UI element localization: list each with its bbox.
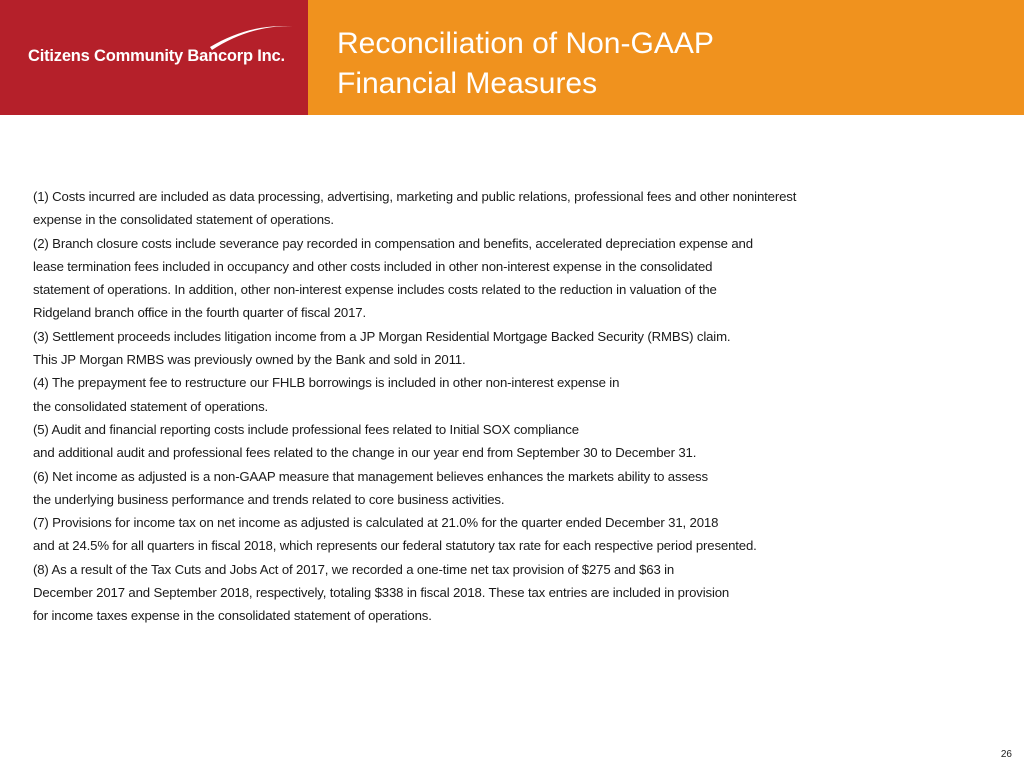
footnote-line: (4) The prepayment fee to restructure our FHLB borrowings is included in other non-interest expense in (33, 375, 620, 391)
page-title-line-2: Financial Measures (337, 67, 598, 100)
footnote-line: and at 24.5% for all quarters in fiscal 2018, which represents our federal statutory tax rate for each respective period presented. (33, 538, 757, 554)
footnote-line: expense in the consolidated statement of operations. (33, 212, 334, 228)
footnote-line: the consolidated statement of operations. (33, 398, 269, 414)
page-title-line-1: Reconciliation of Non-GAAP (337, 27, 714, 60)
footnote-line: (2) Branch closure costs include severance pay recorded in compensation and benefits, accelerated depreciation expense and (33, 235, 753, 251)
footnote-line: and additional audit and professional fees related to the change in our year end from September 30 to December 31. (33, 445, 697, 461)
page-number: 26 (1000, 749, 1012, 760)
footnote-line: the underlying business performance and trends related to core business activities. (33, 491, 505, 507)
footnotes-list (33, 185, 933, 628)
page-title (337, 24, 977, 104)
footnote-line: statement of operations. In addition, other non-interest expense includes costs related to the reduction in valuation of the (33, 282, 717, 298)
footnote-line: (6) Net income as adjusted is a non-GAAP measure that management believes enhances the markets ability to assess (33, 468, 708, 484)
company-logo: Citizens Community Bancorp Inc. (28, 47, 285, 65)
footnote-line: (3) Settlement proceeds includes litigation income from a JP Morgan Residential Mortgage Backed Security (RMBS) claim. (33, 328, 731, 344)
footnote-line: December 2017 and September 2018, respectively, totaling $338 in fiscal 2018. These tax entries are included in provision (33, 585, 730, 601)
footnote-line: (1) Costs incurred are included as data processing, advertising, marketing and public relations, professional fees and other noninterest (33, 189, 797, 204)
footnote-line: (7) Provisions for income tax on net income as adjusted is calculated at 21.0% for the quarter ended December 31, 2018 (33, 515, 719, 531)
footnote-line: for income taxes expense in the consolidated statement of operations. (33, 608, 432, 624)
footnote-line: (8) As a result of the Tax Cuts and Jobs Act of 2017, we recorded a one-time net tax provision of $275 and $63 in (33, 561, 675, 577)
footnote-line: (5) Audit and financial reporting costs include professional fees related to Initial SOX compliance (33, 421, 579, 437)
footnote-line: Ridgeland branch office in the fourth quarter of fiscal 2017. (33, 305, 366, 321)
footnote-line: lease termination fees included in occupancy and other costs included in other non-interest expense in the consolidated (33, 258, 713, 274)
slide-header (0, 0, 1024, 115)
footnote-line: This JP Morgan RMBS was previously owned by the Bank and sold in 2011. (33, 352, 466, 368)
